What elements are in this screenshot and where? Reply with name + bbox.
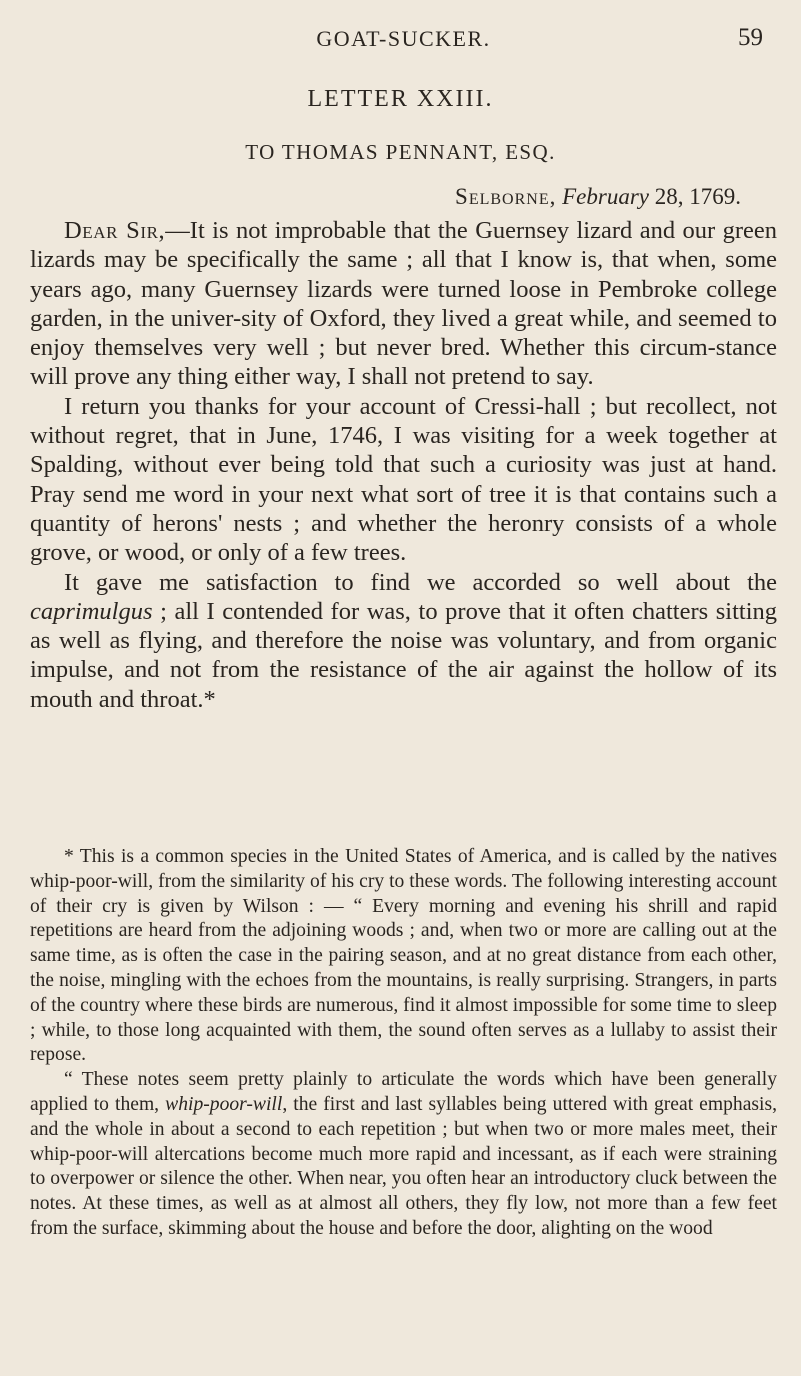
- letter-heading: LETTER XXIII.: [307, 86, 494, 112]
- letter-dateline: [455, 184, 741, 210]
- paragraph-2: I return you thanks for your account of Cressi-hall ; but recollect, not without regret, that in June, 1746, I was visiting for a week together at Spalding, without ever being told that such a curiosity was just at hand. Pray send me word in your next what sort of tree it is that contains such a quantity of herons' nests ; and whether the heronry consists of a whole grove, or wood, or only of a few trees.: [30, 392, 777, 567]
- paragraph-3-italic: caprimulgus: [30, 597, 153, 625]
- salutation: Dear Sir,: [64, 217, 166, 244]
- running-head: [30, 20, 777, 54]
- page-number: 59: [738, 24, 763, 51]
- footnote-2-text-b: , the first and last syllables being uttered with great emphasis, and the whole in about a second to each repetition ; but when two or more males meet, their whip-poor-will altercations become much more rapid and incessant, as if each were straining to overpower or silence the other. When near, you often hear an introductory cluck between the notes. At these times, as well as at almost all others, they fly low, not more than a few feet from the surface, skimming about the house and before the door, alighting on the wood: [30, 1093, 778, 1239]
- footnote-2-text-a: “ These notes seem pretty plainly to articulate the words which have been generally applied to them,: [30, 1069, 777, 1115]
- paragraph-3-text-b: ; all I contended for was, to prove that it often chatters sitting as well as flying, and therefore the noise was voluntary, and from organic impulse, and not from the resistance of the air against the hollow of its mouth and throat.*: [30, 597, 777, 713]
- footnote-paragraph-1: * This is a common species in the United States of America, and is called by the natives whip-poor-will, from the similarity of his cry to these words. The following interesting account of their cry is given by Wilson : — “ Every morning and evening his shrill and rapid repetitions are heard from the adjoining woods ; and, when two or more are calling out at the same time, as is often the case in the pairing season, and at no great distance from each other, the noise, mingling with the echoes from the mountains, is really surprising. Strangers, in parts of the country where these birds are numerous, find it almost impossible for some time to sleep ; while, to those long acquainted with them, the sound often serves as a lullaby to assist their repose.: [30, 846, 777, 1066]
- letter-addressee: TO THOMAS PENNANT, ESQ.: [245, 140, 556, 164]
- paragraph-3: [30, 568, 777, 714]
- footnote-paragraph-2: [30, 1068, 777, 1242]
- paragraph-1: [30, 216, 777, 392]
- running-title: GOAT-SUCKER.: [316, 26, 491, 51]
- footnote-2-italic: whip-poor-will: [165, 1093, 283, 1115]
- dateline-day-year: 28, 1769.: [654, 184, 741, 209]
- paragraph-3-text-a: It gave me satisfaction to find we accorded so well about the: [64, 568, 777, 596]
- footnote-block: [30, 845, 777, 1242]
- letter-body: [30, 216, 777, 714]
- dateline-place: Selborne,: [455, 184, 557, 209]
- dateline-month: February: [562, 184, 649, 209]
- paragraph-1-text: —It is not improbable that the Guernsey lizard and our green lizards may be specifically the same ; all that I know is, that when, some years ago, many Guernsey lizards were turned loose in Pembroke college garden, in the univer-sity of Oxford, they lived a great while, and seemed to enjoy themselves very well ; but never bred. Whether this circum-stance will prove any thing either way, I shall not pretend to say.: [30, 217, 777, 391]
